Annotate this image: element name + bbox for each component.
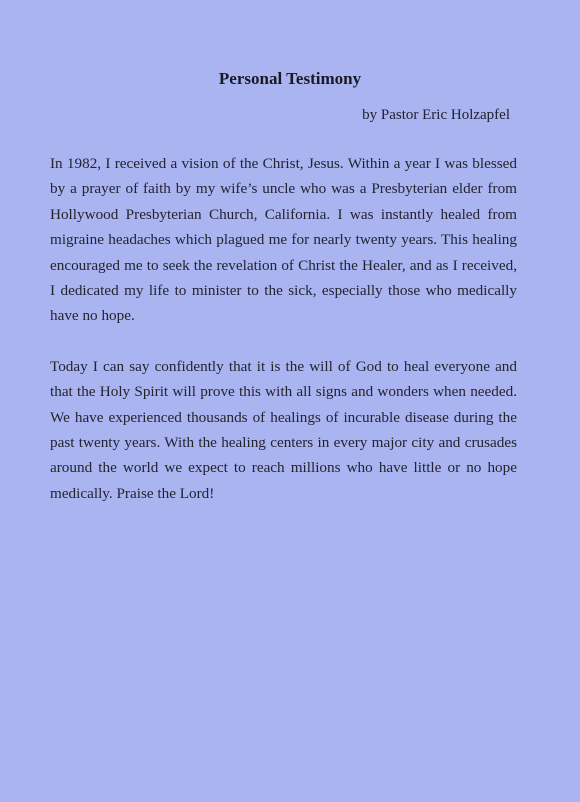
author-byline: by Pastor Eric Holzapfel (362, 107, 510, 123)
document-body (50, 151, 517, 506)
document-title: Personal Testimony (218, 69, 362, 88)
body-paragraph-2: Today I can say confidently that it is the will of God to heal everyone and that the Holy Spirit will prove this with all signs and wonders when needed. We have experienced thousands of healings of incurable disease during the past twenty years. With the healing centers in every major city and crusades around the world we expect to reach millions who have little or no hope medically. Praise the Lord! (50, 357, 517, 502)
body-paragraph-1: In 1982, I received a vision of the Christ, Jesus. Within a year I was blessed by a prayer of faith by my wife’s uncle who was a Presbyterian elder from Hollywood Presbyterian Church, California. I was instantly healed from migraine headaches which plagued me for nearly twenty years. This healing encouraged me to seek the revelation of Christ the Healer, and as I received, I dedicated my life to minister to the sick, especially those who medically have no hope. (50, 155, 517, 325)
